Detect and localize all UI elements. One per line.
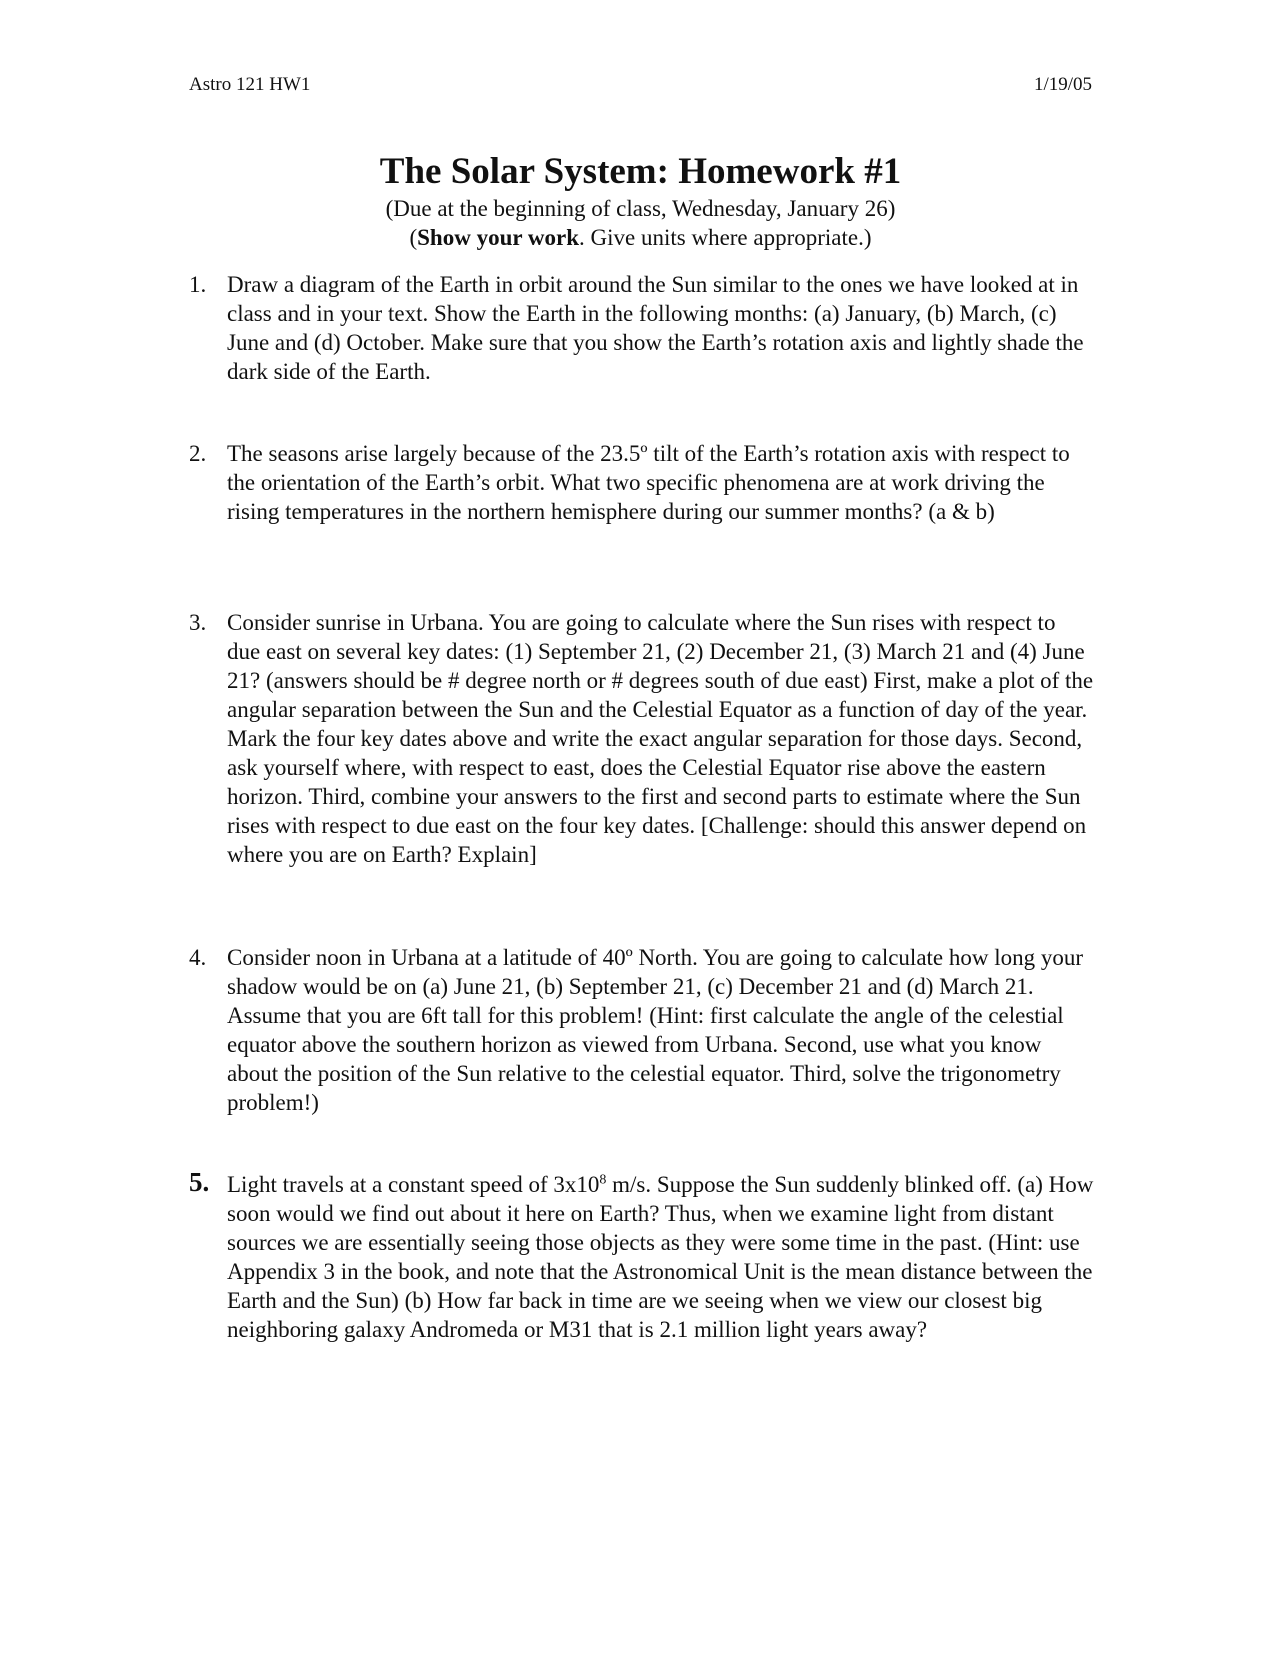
instructions-emphasis: Show your work (417, 225, 580, 250)
problem-number: 3. (189, 610, 207, 635)
instructions-line: (Show your work. Give units where appropriate.) (409, 225, 872, 250)
page-header (189, 74, 1092, 98)
problem-number: 4. (189, 945, 207, 970)
page-title: The Solar System: Homework #1 (379, 151, 902, 192)
problem-number: 5. (189, 1167, 210, 1197)
problem-number: 2. (189, 441, 207, 466)
problem-text: Consider sunrise in Urbana. You are going to calculate where the Sun rises with respect to due east on several key dates: (1) September 21, (2) December 21, (3) March 21 and (4) June 21? (answers should be # degree north or # degrees south of due east) First, make a plot of the angular separation between the Sun and the Celestial Equator as a function of day of the year. Mark the four key dates above and write the exact angular separation for those days. Second, ask yourself where, with respect to east, does the Celestial Equator rise above the eastern horizon. Third, combine your answers to the first and second parts to estimate where the Sun rises with respect to due east on the four key dates. [Challenge: should this answer depend on where you are on Earth? Explain] (227, 610, 1094, 867)
problem-4 (189, 943, 1094, 1117)
exponent: 8 (599, 1172, 607, 1188)
title-block (189, 150, 1092, 252)
problem-text: Consider noon in Urbana at a latitude of 40º North. You are going to calculate how long your shadow would be on (a) June 21, (b) September 21, (c) December 21 and (d) March 21. Assume that you are 6ft tall for this problem! (Hint: first calculate the angle of the celestial equator above the southern horizon as viewed from Urbana. Second, use what you know about the position of the Sun relative to the celestial equator. Third, solve the trigonometry problem!) (227, 945, 1084, 1115)
problem-5 (189, 1167, 1094, 1344)
header-date: 1/19/05 (1033, 74, 1092, 95)
problem-2 (189, 439, 1094, 526)
course-label: Astro 121 HW1 (189, 74, 311, 95)
due-date-line: (Due at the beginning of class, Wednesday, January 26) (385, 196, 896, 221)
problem-text: The seasons arise largely because of the 23.5º tilt of the Earth’s rotation axis with respect to the orientation of the Earth’s orbit. What two specific phenomena are at work driving the rising temperatures in the northern hemisphere during our summer months? (a & b) (227, 441, 1070, 524)
problem-text: Light travels at a constant speed of $3x10^8$ m/s. Suppose the Sun suddenly blinked off. (a) How soon would we find out about it here on Earth? Thus, when we examine light from distant sources we are essentially seeing those objects as they were some time in the past. (Hint: use Appendix 3 in the book, and note that the Astronomical Unit is the mean distance between the Earth and the Sun) (b) How far back in time are we seeing when we view our closest big neighboring galaxy Andromeda or M31 that is 2.1 million light years away? (227, 1172, 1094, 1342)
problem-1 (189, 270, 1094, 386)
problem-text: Draw a diagram of the Earth in orbit around the Sun similar to the ones we have looked at in class and in your text. Show the Earth in the following months: (a) January, (b) March, (c) June and (d) October. Make sure that you show the Earth’s rotation axis and lightly shade the dark side of the Earth. (227, 272, 1084, 384)
problem-3 (189, 608, 1094, 869)
problem-number: 1. (189, 272, 207, 297)
